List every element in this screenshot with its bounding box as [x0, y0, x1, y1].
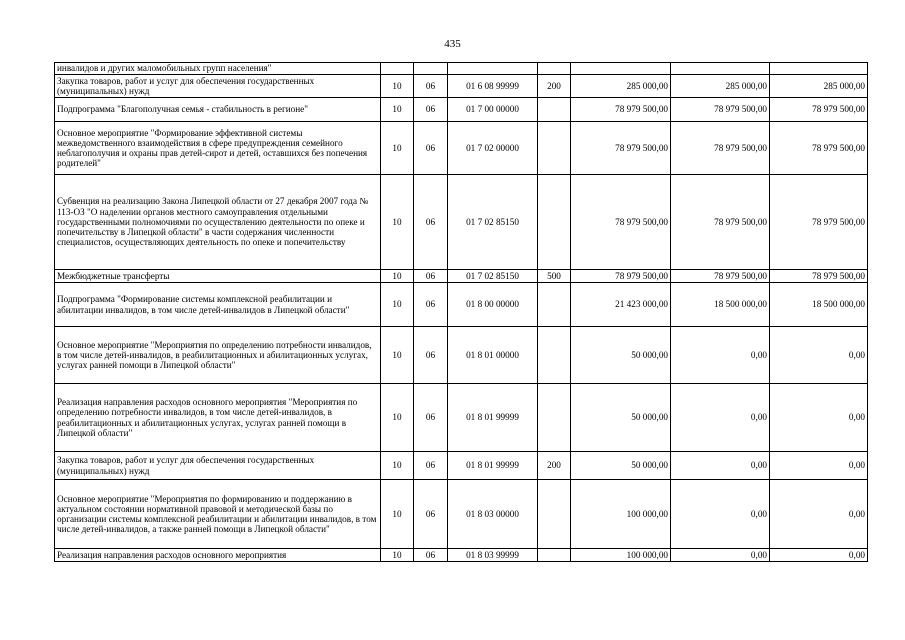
- amount-year-1: 78 979 500,00: [571, 270, 671, 283]
- amount-year-3: 0,00: [770, 327, 868, 384]
- row-name: Реализация направления расходов основного мероприятия "Мероприятия по определению потребности инвалидов, в том числе детей-инвалидов, в реабилитационных и абилитационных услугах, услугах ранней помощи в Липецкой области": [55, 384, 381, 452]
- amount-year-2: 0,00: [671, 384, 770, 452]
- row-name: Основное мероприятие "Формирование эффективной системы межведомственного взаимодействия в сфере предупреждения семейного неблагополучия и охраны прав детей-сирот и детей, оставшихся без попечения родителей": [55, 122, 381, 175]
- amount-year-1: 78 979 500,00: [571, 175, 671, 270]
- expense-type-code: [538, 480, 571, 549]
- amount-year-3: [770, 63, 868, 75]
- expense-type-code: [538, 549, 571, 562]
- subsection-code: 06: [414, 384, 448, 452]
- amount-year-2: 285 000,00: [671, 75, 770, 98]
- expense-type-code: 200: [538, 75, 571, 98]
- expense-type-code: [538, 175, 571, 270]
- amount-year-1: 100 000,00: [571, 549, 671, 562]
- amount-year-1: 78 979 500,00: [571, 98, 671, 122]
- amount-year-2: 0,00: [671, 480, 770, 549]
- amount-year-3: 285 000,00: [770, 75, 868, 98]
- amount-year-2: 18 500 000,00: [671, 283, 770, 327]
- table-row: [55, 549, 868, 562]
- amount-year-3: 78 979 500,00: [770, 270, 868, 283]
- subsection-code: [414, 63, 448, 75]
- expense-type-code: 500: [538, 270, 571, 283]
- amount-year-2: 0,00: [671, 549, 770, 562]
- amount-year-1: 100 000,00: [571, 480, 671, 549]
- expense-type-code: 200: [538, 452, 571, 480]
- table-row: [55, 175, 868, 270]
- amount-year-3: 0,00: [770, 480, 868, 549]
- expense-type-code: [538, 283, 571, 327]
- amount-year-1: 285 000,00: [571, 75, 671, 98]
- amount-year-3: 0,00: [770, 384, 868, 452]
- target-article-code: 01 8 01 00000: [448, 327, 538, 384]
- expense-type-code: [538, 98, 571, 122]
- amount-year-2: 78 979 500,00: [671, 175, 770, 270]
- target-article-code: 01 7 02 00000: [448, 122, 538, 175]
- row-name: Подпрограмма "Благополучная семья - стабильность в регионе": [55, 98, 381, 122]
- amount-year-1: 50 000,00: [571, 327, 671, 384]
- section-code: 10: [381, 327, 414, 384]
- expense-type-code: [538, 327, 571, 384]
- subsection-code: 06: [414, 283, 448, 327]
- subsection-code: 06: [414, 327, 448, 384]
- amount-year-3: 0,00: [770, 452, 868, 480]
- table-row: [55, 283, 868, 327]
- amount-year-1: 21 423 000,00: [571, 283, 671, 327]
- amount-year-1: 50 000,00: [571, 384, 671, 452]
- amount-year-1: 50 000,00: [571, 452, 671, 480]
- section-code: 10: [381, 122, 414, 175]
- table-row: [55, 270, 868, 283]
- table-row: [55, 384, 868, 452]
- row-name: Подпрограмма "Формирование системы комплексной реабилитации и абилитации инвалидов, в том числе детей-инвалидов в Липецкой области": [55, 283, 381, 327]
- expense-type-code: [538, 384, 571, 452]
- row-name: Закупка товаров, работ и услуг для обеспечения государственных (муниципальных) нужд: [55, 75, 381, 98]
- section-code: 10: [381, 549, 414, 562]
- expense-type-code: [538, 122, 571, 175]
- table-row: [55, 327, 868, 384]
- section-code: 10: [381, 75, 414, 98]
- row-name: Реализация направления расходов основного мероприятия: [55, 549, 381, 562]
- subsection-code: 06: [414, 75, 448, 98]
- target-article-code: 01 8 01 99999: [448, 384, 538, 452]
- budget-table: [54, 62, 868, 562]
- table-row: [55, 480, 868, 549]
- table-row: [55, 75, 868, 98]
- subsection-code: 06: [414, 270, 448, 283]
- table-body: [55, 63, 868, 562]
- section-code: 10: [381, 283, 414, 327]
- amount-year-3: 0,00: [770, 549, 868, 562]
- target-article-code: 01 8 00 00000: [448, 283, 538, 327]
- target-article-code: 01 6 08 99999: [448, 75, 538, 98]
- section-code: [381, 63, 414, 75]
- subsection-code: 06: [414, 122, 448, 175]
- table-row: [55, 98, 868, 122]
- amount-year-2: 78 979 500,00: [671, 270, 770, 283]
- amount-year-1: [571, 63, 671, 75]
- target-article-code: 01 7 02 85150: [448, 270, 538, 283]
- amount-year-2: 0,00: [671, 327, 770, 384]
- row-name: Закупка товаров, работ и услуг для обеспечения государственных (муниципальных) нужд: [55, 452, 381, 480]
- subsection-code: 06: [414, 452, 448, 480]
- amount-year-3: 78 979 500,00: [770, 122, 868, 175]
- section-code: 10: [381, 480, 414, 549]
- target-article-code: [448, 63, 538, 75]
- table-row: [55, 122, 868, 175]
- subsection-code: 06: [414, 549, 448, 562]
- amount-year-2: 0,00: [671, 452, 770, 480]
- expense-type-code: [538, 63, 571, 75]
- target-article-code: 01 7 00 00000: [448, 98, 538, 122]
- row-name: Основное мероприятие "Мероприятия по определению потребности инвалидов, в том числе детей-инвалидов, в реабилитационных и абилитационных услугах, услугах ранней помощи в Липецкой области": [55, 327, 381, 384]
- row-name: инвалидов и других маломобильных групп населения": [55, 63, 381, 75]
- amount-year-2: 78 979 500,00: [671, 122, 770, 175]
- row-name: Основное мероприятие "Мероприятия по формированию и поддержанию в актуальном состоянии нормативной правовой и методической базы по организации системы комплексной реабилитации и абилитации инвалидов, в том числе детей-инвалидов, а также ранней помощи в Липецкой области": [55, 480, 381, 549]
- amount-year-3: 18 500 000,00: [770, 283, 868, 327]
- page-number: 435: [444, 38, 461, 50]
- amount-year-3: 78 979 500,00: [770, 98, 868, 122]
- target-article-code: 01 7 02 85150: [448, 175, 538, 270]
- amount-year-2: 78 979 500,00: [671, 98, 770, 122]
- amount-year-1: 78 979 500,00: [571, 122, 671, 175]
- section-code: 10: [381, 384, 414, 452]
- amount-year-3: 78 979 500,00: [770, 175, 868, 270]
- target-article-code: 01 8 01 99999: [448, 452, 538, 480]
- amount-year-2: [671, 63, 770, 75]
- row-name: Субвенция на реализацию Закона Липецкой области от 27 декабря 2007 года № 113-ОЗ "О наделении органов местного самоуправления отдельными государственными полномочиями по осуществлению деятельности по опеке и попечительству в Липецкой области" в части содержания численности специалистов, осуществляющих деятельность по опеке и попечительству: [55, 175, 381, 270]
- row-name: Межбюджетные трансферты: [55, 270, 381, 283]
- subsection-code: 06: [414, 480, 448, 549]
- section-code: 10: [381, 98, 414, 122]
- subsection-code: 06: [414, 175, 448, 270]
- section-code: 10: [381, 452, 414, 480]
- subsection-code: 06: [414, 98, 448, 122]
- section-code: 10: [381, 175, 414, 270]
- table-row: [55, 63, 868, 75]
- section-code: 10: [381, 270, 414, 283]
- table-row: [55, 452, 868, 480]
- target-article-code: 01 8 03 00000: [448, 480, 538, 549]
- target-article-code: 01 8 03 99999: [448, 549, 538, 562]
